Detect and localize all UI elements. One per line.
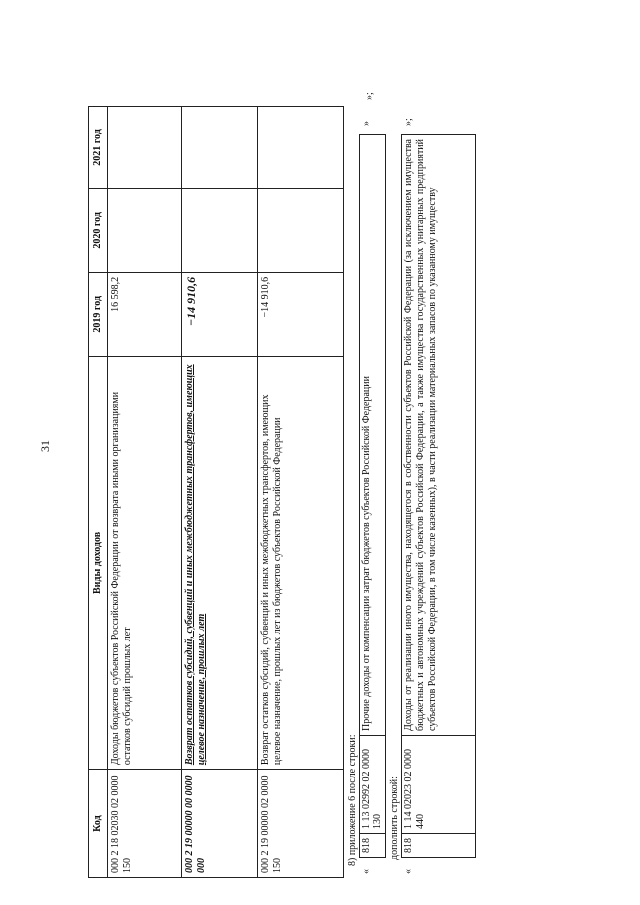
open-quote: « <box>402 869 414 874</box>
table-row <box>257 107 343 878</box>
row-admin: 818 <box>401 834 475 858</box>
table-header-row <box>89 107 108 878</box>
header-2021: 2021 год <box>89 107 108 189</box>
row-2020 <box>257 188 343 272</box>
row-2021 <box>181 107 257 189</box>
row-code: 1 13 02992 02 0000 130 <box>359 736 386 834</box>
row-2019: −14 910,6 <box>181 272 257 356</box>
close-quote: »; <box>402 118 414 126</box>
open-quote: « <box>360 869 372 874</box>
header-2020: 2020 год <box>89 188 108 272</box>
header-code: Код <box>89 770 108 878</box>
row-2021 <box>107 107 181 189</box>
section8-label: 8) приложение 6 после строки: <box>346 734 358 866</box>
table-closing-mark: »; <box>364 92 375 100</box>
row-admin: 818 <box>359 834 386 858</box>
table-row <box>107 107 181 878</box>
add-row-label: дополнить строкой: <box>389 776 401 860</box>
row-code: 1 14 02023 02 0000 440 <box>401 736 475 834</box>
row-name: Возврат остатков субсидий, субвенций и иных межбюджетных трансфертов, имеющих целевое назначение, прошлых лет из бюджетов субъектов Российской Федерации <box>257 356 343 769</box>
row-name: Доходы бюджетов субъектов Российской Федерации от возврата иными организациями остатков субсидий прошлых лет <box>107 356 181 769</box>
row-name: Прочие доходы от компенсации затрат бюджетов субъектов Российской Федерации <box>359 135 386 736</box>
rotated-content <box>88 88 438 878</box>
close-quote: » <box>360 121 372 126</box>
row-name: Возврат остатков субсидий, субвенций и иных межбюджетных трансфертов, имеющих целевое назначение, прошлых лет <box>181 356 257 769</box>
row-2019: 16 598,2 <box>107 272 181 356</box>
section8-row-wrap <box>359 88 387 874</box>
header-2019: 2019 год <box>89 272 108 356</box>
row-2019: −14 910,6 <box>257 272 343 356</box>
table-row <box>359 135 386 858</box>
table-row <box>181 107 257 878</box>
row-code: 000 2 18 02030 02 0000 150 <box>107 770 181 878</box>
table-row <box>401 135 475 858</box>
page-number: 31 <box>38 440 52 452</box>
add-row-wrap <box>401 88 476 874</box>
section8-table <box>359 134 387 858</box>
revenue-table <box>88 106 344 878</box>
row-code: 000 2 19 00000 02 0000 150 <box>257 770 343 878</box>
row-code: 000 2 19 00000 00 0000 000 <box>181 770 257 878</box>
add-row-table <box>401 134 476 858</box>
row-2020 <box>107 188 181 272</box>
row-2021 <box>257 107 343 189</box>
row-2020 <box>181 188 257 272</box>
row-name: Доходы от реализации иного имущества, находящегося в собственности субъектов Российской Федерации (за исключением имущества бюджетных и автономных учреждений субъектов Российской Федерации, а также имущества государственных унитарных предприятий субъектов Российской Федерации, в том числе казенных), в части реализации материальных запасов по указанному имуществу <box>401 135 475 736</box>
header-kinds: Виды доходов <box>89 356 108 769</box>
